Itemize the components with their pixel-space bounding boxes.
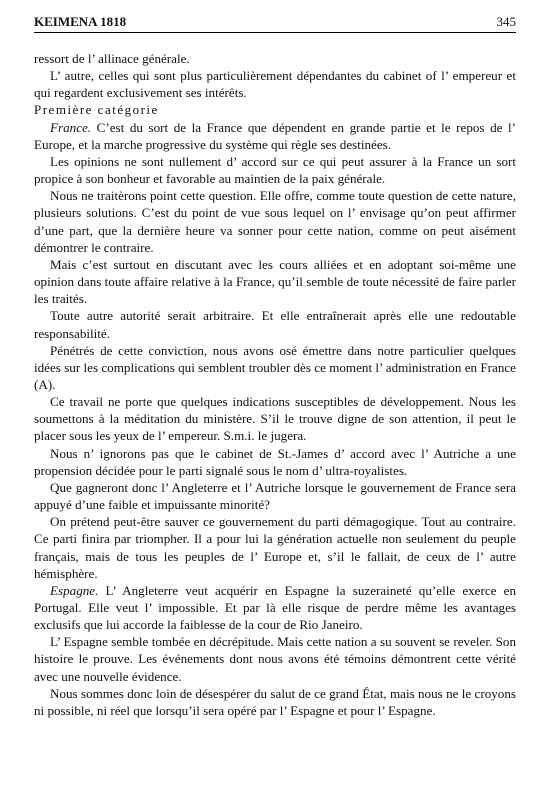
body-text <box>34 50 516 719</box>
paragraph: Toute autre autorité serait arbitraire. Et elle entraînerait après elle une redoutable responsabilité. <box>34 308 516 341</box>
paragraph: Mais c’est surtout en discutant avec les cours alliées et en adoptant soi-même une opinion dans toute affaire relative à la France, qu’il semble de toute nécessité de faire parler les traités. <box>34 256 516 307</box>
running-header <box>34 14 516 32</box>
paragraph: Que gagneront donc l’ Angleterre et l’ Autriche lorsque le gouvernement de France sera appuyé d’une faible et impuissante minorité? <box>34 479 516 513</box>
running-title: KEIMENA 1818 <box>34 14 127 29</box>
paragraph: Nous sommes donc loin de désespérer du salut de ce grand État, mais nous ne le croyons ni possible, ni réel que lorsqu’il sera opéré par l’ Espagne et pour l’ Espagne. <box>34 685 516 718</box>
paragraph-text: C’est du sort de la France que dépendent en grande partie et le repos de l’ Europe, et la marche progressive du système qui règle ses destinées. <box>34 119 516 152</box>
paragraph: L’ Espagne semble tombée en décrépitude. Mais cette nation a su souvent se reveler. Son histoire le prouve. Les événements dont nous avons été témoins démontrent cette vérité avec une nouvelle évidence. <box>34 634 516 684</box>
country-lead: Espagne. <box>50 582 99 598</box>
page-number: 345 <box>496 14 516 29</box>
section-heading: Première catégorie <box>34 102 159 118</box>
paragraph <box>34 582 516 633</box>
header-rule <box>34 32 516 33</box>
paragraph: On prétend peut-être sauver ce gouvernement du parti démagogique. Tout au contraire. Ce parti finira par triompher. Il a pour lui la génération actuelle non seulement du peuple français, mais de tous les peuples de l’ Europe et, s’il le fallait, de ceux de l’ autre hémisphère. <box>34 514 516 581</box>
paragraph: Ce travail ne porte que quelques indications susceptibles de développement. Nous les soumettons à la méditation du ministère. S’il le trouve digne de son attention, il peut le placer sous les yeux de l’ empereur. S.m.i. le jugera. <box>34 394 516 444</box>
paragraph: L’ autre, celles qui sont plus particulièrement dépendantes du cabinet of l’ empereur et qui regardent exclusivement ses intérêts. <box>34 68 516 101</box>
paragraph: Les opinions ne sont nullement d’ accord sur ce qui peut assurer à la France un sort propice à son bonheur et favorable au maintien de la paix générale. <box>34 153 516 187</box>
paragraph: Nous ne traitèrons point cette question. Elle offre, comme toute question de cette nature, plusieurs solutions. C’est du point de vue sous lequel on l’ envisage qu’on peut affirmer d’une part, que la dernière heure va sonner pour cette nation, comme on peut aisément démontrer le contraire. <box>34 188 516 255</box>
paragraph: Nous n’ ignorons pas que le cabinet de St.-James d’ accord avec l’ Autriche a une propension décidée pour le parti signalé sous le nom d’ ultra-royalistes. <box>34 445 516 478</box>
paragraph: ressort de l’ allinace générale. <box>34 51 190 66</box>
country-lead: France. <box>50 119 92 135</box>
paragraph-text: L’ Angleterre veut acquérir en Espagne la suzeraineté qu’elle exerce en Portugal. Elle veut l’ impossible. Et par là elle risque de perdre même les avantages exclusifs que lui accorde la faiblesse de la cour de Rio Janeiro. <box>34 582 516 633</box>
paragraph: Pénétrés de cette conviction, nous avons osé émettre dans notre particulier quelques idées sur les complications qui semblent troubler dès ce moment l’ administration en France (A). <box>34 342 516 392</box>
paragraph <box>34 119 516 153</box>
